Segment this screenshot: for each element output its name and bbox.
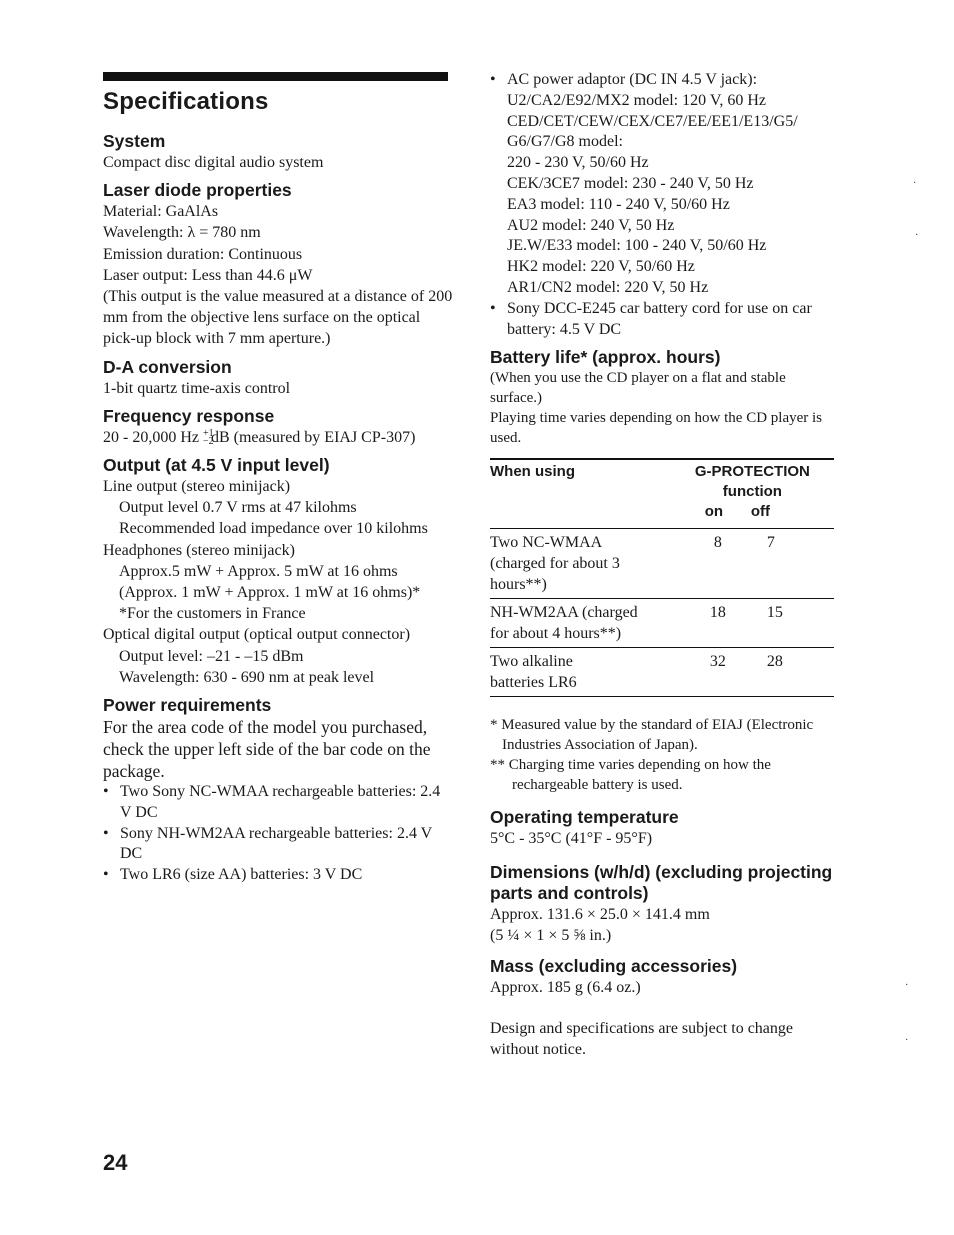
temp-heading: Operating temperature xyxy=(490,807,679,828)
freq-tol-top: +1 xyxy=(202,428,214,440)
headphones-power-france: (Approx. 1 mW + Approx. 1 mW at 16 ohms)* xyxy=(119,584,421,602)
optical-wavelength: Wavelength: 630 - 690 nm at peak level xyxy=(119,668,375,686)
table-row xyxy=(490,599,834,648)
row-on: 8 xyxy=(713,534,722,552)
laser-heading: Laser diode properties xyxy=(103,180,292,201)
row-off: 15 xyxy=(766,604,783,622)
battery-note: Playing time varies depending on how the CD player is used. xyxy=(490,410,823,447)
power-list xyxy=(103,782,453,886)
row-label: Two alkaline batteries LR6 xyxy=(490,653,577,692)
list-item xyxy=(490,70,835,299)
optical-output: Optical digital output (optical output connector) xyxy=(103,626,411,644)
table-row xyxy=(490,529,834,599)
laser-output: Laser output: Less than 44.6 μW xyxy=(103,266,313,284)
list-item: • Two Sony NC-WMAA rechargeable batteries: 2.4 V DC xyxy=(103,782,453,824)
da-heading: D-A conversion xyxy=(103,356,232,377)
page-number: 24 xyxy=(103,1150,128,1175)
freq-text xyxy=(103,427,453,448)
mass-heading: Mass (excluding accessories) xyxy=(490,955,738,976)
list-item: • Two LR6 (size AA) batteries: 3 V DC xyxy=(103,865,453,886)
battery-heading: Battery life* (approx. hours) xyxy=(490,347,721,368)
battery-note: (When you use the CD player on a flat and stable surface.) xyxy=(490,370,786,407)
col-gprotection xyxy=(671,459,834,529)
ac-line: CED/CET/CEW/CEX/CE7/EE/EE1/E13/G5/ G6/G7/G8 model: xyxy=(507,112,798,151)
scan-dot: · xyxy=(913,178,917,189)
scan-dot: · xyxy=(905,1035,909,1046)
ac-line: JE.W/E33 model: 100 - 240 V, 50/60 Hz xyxy=(507,237,767,255)
col-when-using: When using xyxy=(490,463,575,481)
footnote-measured: * Measured value by the standard of EIAJ (Electronic Industries Association of Japan). xyxy=(490,717,814,754)
output-heading: Output (at 4.5 V input level) xyxy=(103,455,330,476)
laser-note: (This output is the value measured at a distance of 200 mm from the objective lens surface on the optical pick-up block with 7 mm aperture.) xyxy=(103,288,453,348)
ac-line: EA3 model: 110 - 240 V, 50/60 Hz xyxy=(507,195,730,213)
title-rule xyxy=(103,72,448,81)
ac-list xyxy=(490,70,835,340)
freq-heading: Frequency response xyxy=(103,405,275,426)
col-off: off xyxy=(750,503,770,521)
optical-level: Output level: –21 - –15 dBm xyxy=(119,647,304,665)
freq-post: dB (measured by EIAJ CP-307) xyxy=(210,428,416,446)
freq-tolerance xyxy=(202,428,214,448)
battery-footnotes-2 xyxy=(490,755,835,795)
laser-emission: Emission duration: Continuous xyxy=(103,245,303,263)
ac-line: HK2 model: 220 V, 50/60 Hz xyxy=(507,258,695,276)
freq-tol-bottom: −2 xyxy=(202,436,214,448)
left-column xyxy=(103,72,453,886)
battery-footnotes xyxy=(490,715,835,755)
row-label: Two NC-WMAA (charged for about 3 hours**) xyxy=(490,534,620,594)
row-on: 32 xyxy=(709,653,726,671)
row-on: 18 xyxy=(709,604,726,622)
da-text: 1-bit quartz time-axis control xyxy=(103,379,291,397)
ac-line: AU2 model: 240 V, 50 Hz xyxy=(507,216,675,234)
row-label: NH-WM2AA (charged for about 4 hours**) xyxy=(490,604,638,643)
headphones-power: Approx.5 mW + Approx. 5 mW at 16 ohms xyxy=(119,562,398,580)
page-title: Specifications xyxy=(103,88,269,115)
line-output-level: Output level 0.7 V rms at 47 kilohms xyxy=(119,499,357,517)
list-item: • Sony DCC-E245 car battery cord for use on car battery: 4.5 V DC xyxy=(490,299,835,341)
ac-line: 220 - 230 V, 50/60 Hz xyxy=(507,154,649,172)
power-heading: Power requirements xyxy=(103,695,272,716)
dims-heading: Dimensions (w/h/d) (excluding projecting parts and controls) xyxy=(490,861,833,903)
ac-line: AR1/CN2 model: 220 V, 50 Hz xyxy=(507,278,709,296)
scan-dot: · xyxy=(915,230,919,241)
ac-line: CEK/3CE7 model: 230 - 240 V, 50 Hz xyxy=(507,174,754,192)
gprotection-label: G-PROTECTION function xyxy=(694,463,810,501)
laser-wavelength: Wavelength: λ = 780 nm xyxy=(103,224,261,242)
dims-metric: Approx. 131.6 × 25.0 × 141.4 mm xyxy=(490,905,710,923)
freq-pre: 20 - 20,000 Hz xyxy=(103,428,203,446)
mass-text: Approx. 185 g (6.4 oz.) xyxy=(490,978,641,996)
headphones: Headphones (stereo minijack) xyxy=(103,541,295,559)
line-output: Line output (stereo minijack) xyxy=(103,478,291,496)
scan-dot: · xyxy=(905,980,909,991)
row-off: 28 xyxy=(766,653,783,671)
ac-line: U2/CA2/E92/MX2 model: 120 V, 60 Hz xyxy=(507,91,766,109)
row-off: 7 xyxy=(766,534,775,552)
battery-table xyxy=(490,458,834,697)
power-intro: For the area code of the model you purchased, check the upper left side of the bar code on the package. xyxy=(103,717,431,782)
notice-text: Design and specifications are subject to change without notice. xyxy=(490,1020,793,1059)
system-heading: System xyxy=(103,131,166,151)
headphones-france-note: *For the customers in France xyxy=(119,605,306,623)
footnote-charging: ** Charging time varies depending on how the rechargeable battery is used. xyxy=(490,757,771,794)
table-row xyxy=(490,648,834,697)
col-on: on xyxy=(704,503,724,521)
laser-material: Material: GaAlAs xyxy=(103,203,219,221)
ac-adaptor: • AC power adaptor (DC IN 4.5 V jack): xyxy=(507,71,758,88)
right-column xyxy=(490,70,835,1061)
temp-text: 5°C - 35°C (41°F - 95°F) xyxy=(490,830,653,848)
line-output-impedance: Recommended load impedance over 10 kilohms xyxy=(119,520,428,538)
dims-inches: (5 ¼ × 1 × 5 ⅝ in.) xyxy=(490,926,612,944)
system-text: Compact disc digital audio system xyxy=(103,154,324,171)
list-item: • Sony NH-WM2AA rechargeable batteries: 2.4 V DC xyxy=(103,824,453,866)
